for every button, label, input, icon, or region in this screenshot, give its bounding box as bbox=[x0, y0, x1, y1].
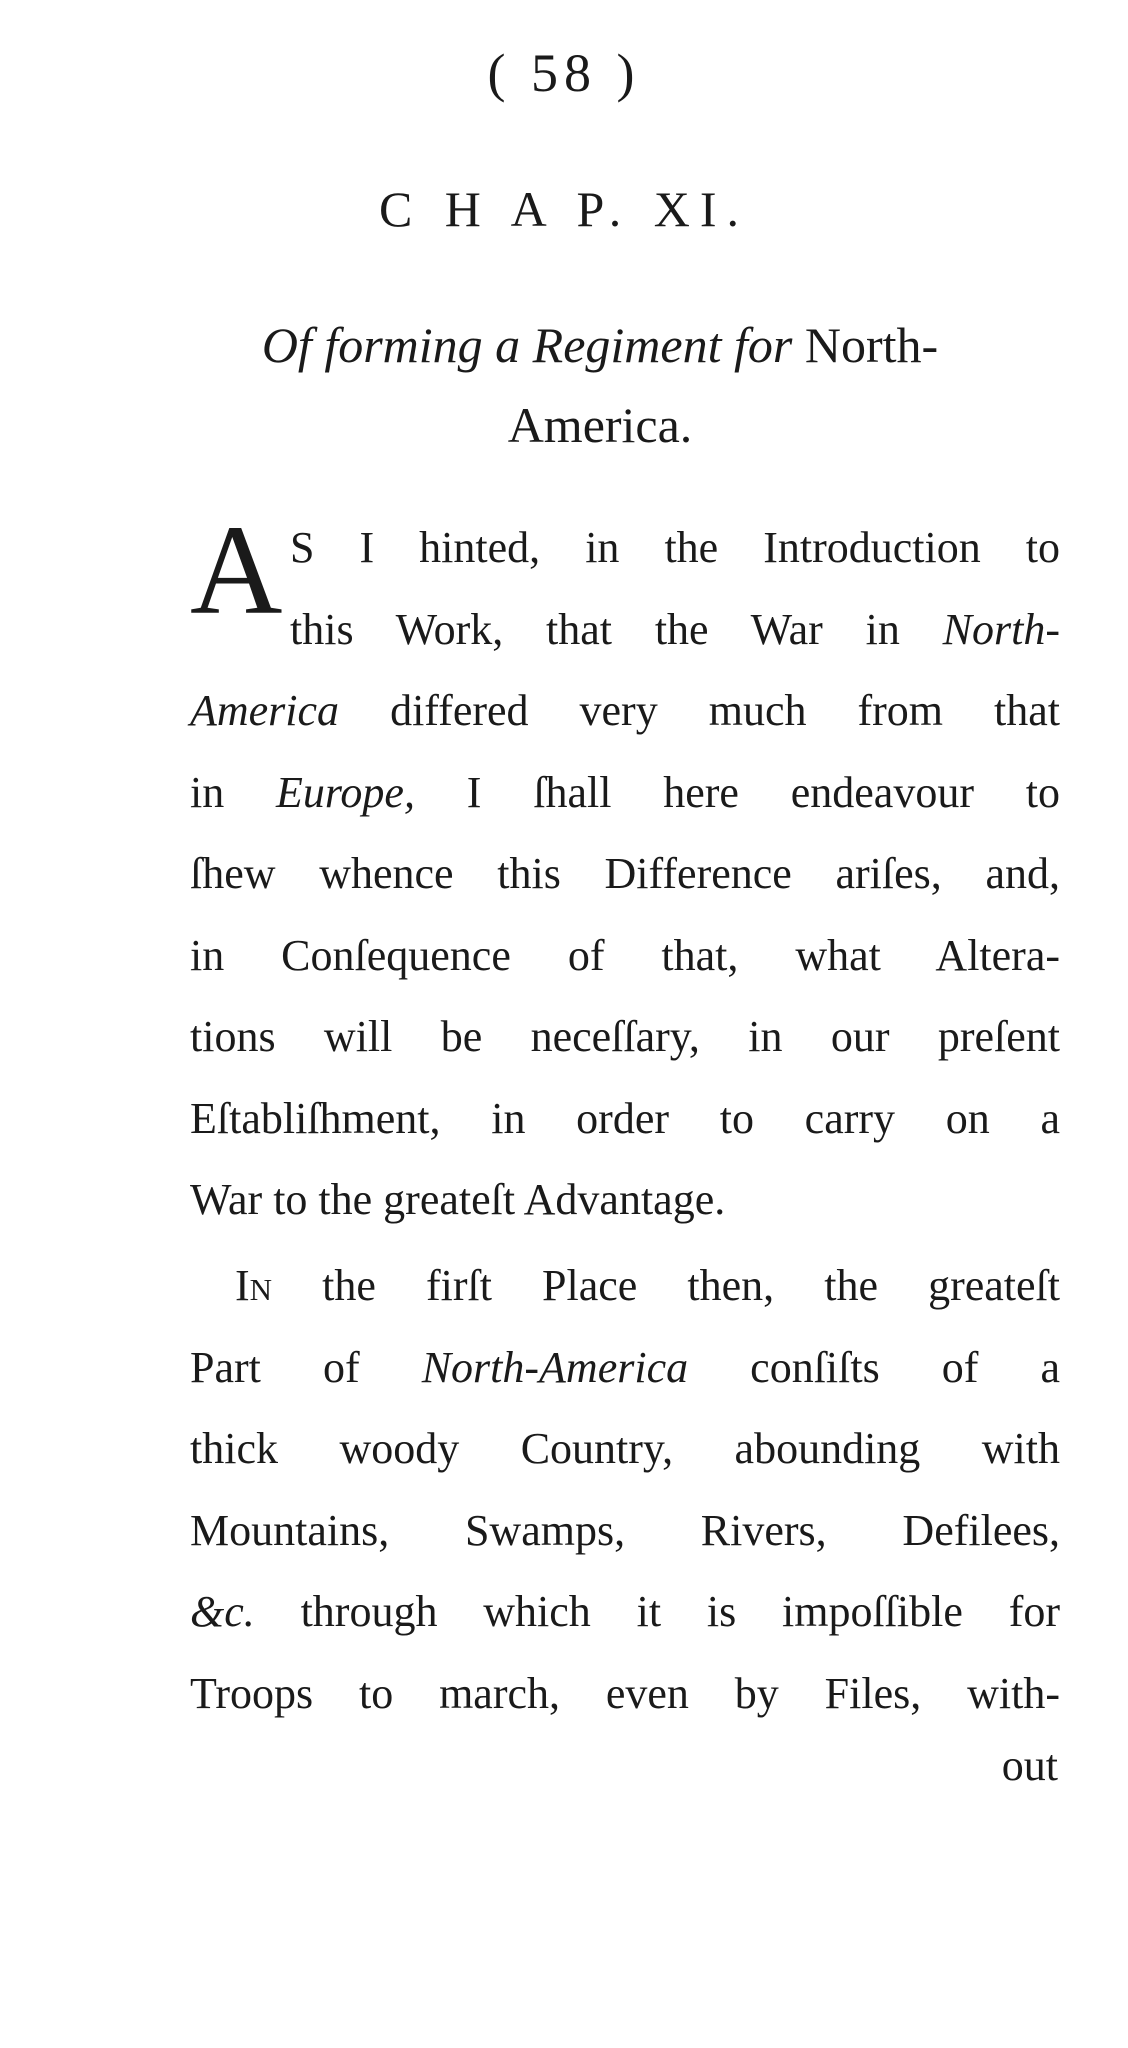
text-line: &c. through which it is impoſſible for bbox=[190, 1587, 1060, 1636]
text-line: ſhew whence this Difference ariſes, and, bbox=[190, 849, 1060, 898]
text-line: War to the greateſt Advantage. bbox=[190, 1175, 726, 1224]
text-line: Part of North-America conſiſts of a bbox=[190, 1342, 1061, 1392]
italic-word: North- bbox=[942, 604, 1060, 654]
text-line: in Conſequence of that, what Altera- bbox=[190, 930, 1060, 980]
text-line: Mountains, Swamps, Rivers, Defilees, bbox=[190, 1505, 1060, 1555]
text-line: Troops to march, even by Files, with- bbox=[190, 1668, 1060, 1718]
chapter-title-italic: Of forming a Regiment for bbox=[261, 317, 793, 373]
italic-word: Europe, bbox=[276, 767, 415, 817]
smallcaps-word: In bbox=[235, 1261, 273, 1310]
text-line: Eſtabliſhment, in order to carry on a bbox=[190, 1093, 1060, 1143]
text-line: In the firſt Place then, the greateſt bbox=[235, 1261, 1061, 1310]
paragraph-2 bbox=[190, 1245, 1060, 1734]
chapter-heading: C H A P. XI. bbox=[378, 181, 750, 237]
text-line: S I hinted, in the Introduction to bbox=[290, 523, 1060, 572]
catchword: out bbox=[1001, 1741, 1058, 1790]
text-line: this Work, that the War in North- bbox=[290, 604, 1060, 654]
italic-word: North-America bbox=[421, 1342, 689, 1392]
drop-cap: A bbox=[190, 499, 283, 641]
page-number: ( 58 ) bbox=[487, 43, 641, 103]
text-line: tions will be neceſſary, in our preſent bbox=[190, 1012, 1060, 1061]
text-line: thick woody Country, abounding with bbox=[190, 1424, 1060, 1473]
italic-word: America bbox=[190, 686, 340, 735]
chapter-title-america: America. bbox=[507, 397, 693, 453]
paragraph-1 bbox=[190, 499, 1061, 1241]
text-line: America differed very much from that bbox=[190, 686, 1061, 735]
italic-word: &c. bbox=[190, 1587, 255, 1636]
chapter-title bbox=[150, 305, 1050, 465]
text-line: in Europe, I ſhall here endeavour to bbox=[190, 767, 1061, 817]
chapter-title-north: North- bbox=[804, 317, 939, 373]
